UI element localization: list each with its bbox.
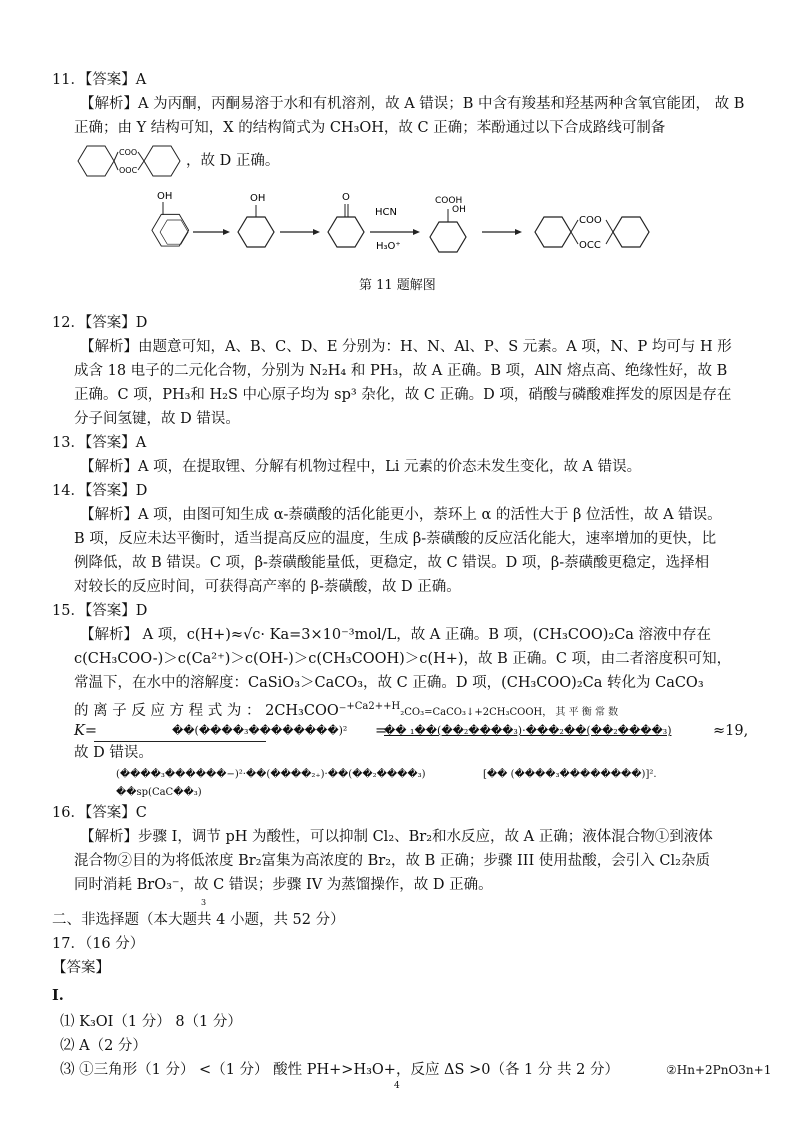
diester-occ-label: OCC [579,240,601,251]
q16-line1: 【解析】步骤 I，调节 pH 为酸性，可以抑制 Cl₂、Br₂和水反应，故 A 正确；液体混合物①到液体 [80,829,713,845]
q12-line2: 成含 18 电子的二元化合物，分别为 N₂H₄ 和 PH₃，故 A 正确。B 项，AlN 熔点高、绝缘性好，故 B [74,363,728,379]
hcn-label: HCN [375,207,397,218]
q12-line3: 正确。C 项，PH₃和 H₂S 中心原子均为 sp³ 杂化，故 C 正确。D 项，硝酸与磷酸难挥发的原因是存在 [74,387,732,403]
q14-line1: 【解析】A 项，由图可知生成 α-萘磺酸的活化能更小，萘环上 α 的活性大于 β 位活性，故 A 错误。 [80,507,722,523]
q13-answer: 13．【答案】A [52,435,147,451]
diester-coo-label: COO [579,215,602,226]
q16-line2: 混合物②目的为将低浓度 Br₂富集为高浓度的 Br₂，故 B 正确；步骤 III 使用盐酸，会引入 Cl₂杂质 [74,853,710,869]
section2-title: 二、非选择题（本大题共 4 小题，共 52 分） [52,912,345,928]
q17-part-i: I. [52,987,64,1004]
q15-approx: ≈19, [713,723,749,739]
q15-line4 [74,697,618,723]
q15-equals: = [375,723,388,739]
q17-answer-label: 【答案】 [52,960,110,976]
cyclohexanol-oh-label: OH [250,193,266,204]
figure-caption: 第 11 题解图 [359,278,436,293]
q15-numerator2: �� ₁��(��₂����₃)·���₂��(��₂����₃) [384,724,672,737]
coo-label: COO [119,148,138,157]
spiro-ester-structure [74,138,184,184]
q15-numerator1: ��(����₃��������)² [172,724,348,737]
q16-subscript: 3 [201,898,207,907]
q15-line2: c(CH₃COO-)＞c(Ca²⁺)＞c(OH-)＞c(CH₃COOH)＞c(H+)，故 B 正确。C 项，由二者溶度积可知， [74,651,732,667]
q15-denominator3: ��sp(CaC��₃) [116,787,202,798]
q15-denominator2: [�� (����₃��������)]². [483,769,657,780]
q11-answer: 11．【答案】A [52,72,147,88]
q16-answer: 16．【答案】C [52,805,147,821]
q17-answer-2: ⑵ A（2 分） [60,1038,147,1054]
q15-line1: 【解析】 A 项，c(H+)≈√c· Ka=3×10⁻³mol/L，故 A 正确。B 项，(CH₃COO)₂Ca 溶液中存在 [80,627,712,643]
q15-denominator1: (����₃������−)²·��(����₂₊)·��(��₂����₃) [116,769,426,780]
ketone-o-label: O [342,192,350,203]
q15-equation-tail: ₂CO₃=CaCO₃↓+2CH₃COOH， 其 平 衡 常 数 [400,707,619,718]
q16-line3: 同时消耗 BrO₃⁻，故 C 错误；步骤 IV 为蒸馏操作，故 D 正确。 [74,877,493,893]
q17-heading: 17．（16 分） [52,936,145,952]
q14-line2: B 项，反应未达平衡时，适当提高反应的温度，生成 β-萘磺酸的反应活化能大，速率增加的更快，比 [74,531,717,547]
ooc-label: OOC [119,166,138,175]
q14-line4: 对较长的反应时间，可获得高产率的 β-萘磺酸，故 D 正确。 [74,579,461,595]
q12-answer: 12．【答案】D [52,315,148,331]
q11-line1: 【解析】A 为丙酮，丙酮易溶于水和有机溶剂，故 A 错误；B 中含有羧基和羟基两种含氧官能团， 故 B [80,96,745,112]
q15-equation-sup: +Ca2++H [346,701,401,712]
q17-answer-3: ⑶ ①三角形（1 分） <（1 分） 酸性 PH+>H₃O+，反应 ΔS >0（各 1 分 共 2 分） [60,1062,619,1078]
page-number: 4 [394,1081,400,1091]
synthesis-route-diagram [130,185,730,270]
q12-line1: 【解析】由题意可知，A、B、C、D、E 分别为：H、N、Al、P、S 元素。A 项，N、P 均可与 H 形 [80,339,732,355]
q15-line5: 故 D 错误。 [74,745,153,761]
q15-equation-text: 的 离 子 反 应 方 程 式 为 ： 2CH₃COO⁻ [74,703,347,719]
acid-oh-label: OH [452,205,466,215]
q15-k-label: K= [74,723,97,739]
q14-line3: 例降低，故 B 错误。C 项，β-萘磺酸能量低，更稳定，故 C 错误。D 项，β-萘磺酸更稳定，选择相 [74,555,710,571]
q15-line3: 常温下，在水中的溶解度：CaSiO₃＞CaCO₃，故 C 正确。D 项，(CH₃COO)₂Ca 转化为 CaCO₃ [74,675,704,691]
q11-line3: ，故 D 正确。 [186,153,280,169]
phenol-oh-label: OH [157,191,173,202]
cooh-label: COOH [435,196,463,206]
q17-answer-1: ⑴ K₃OI（1 分） 8（1 分） [60,1014,242,1030]
q11-line2: 正确；由 Y 结构可知，X 的结构简式为 CH₃OH，故 C 正确；苯酚通过以下合成路线可制备 [74,120,666,136]
q13-line1: 【解析】A 项，在提取锂、分解有机物过程中，Li 元素的价态未发生变化，故 A 错误。 [80,459,642,475]
q15-fraction-bar1 [94,741,266,742]
h3o-label: H₃O⁺ [376,241,401,252]
q12-line4: 分子间氢键，故 D 错误。 [74,411,240,427]
q14-answer: 14．【答案】D [52,483,148,499]
q15-answer: 15．【答案】D [52,603,148,619]
q17-answer-3b: ②Hn+2PnO3n+1 [666,1063,772,1077]
